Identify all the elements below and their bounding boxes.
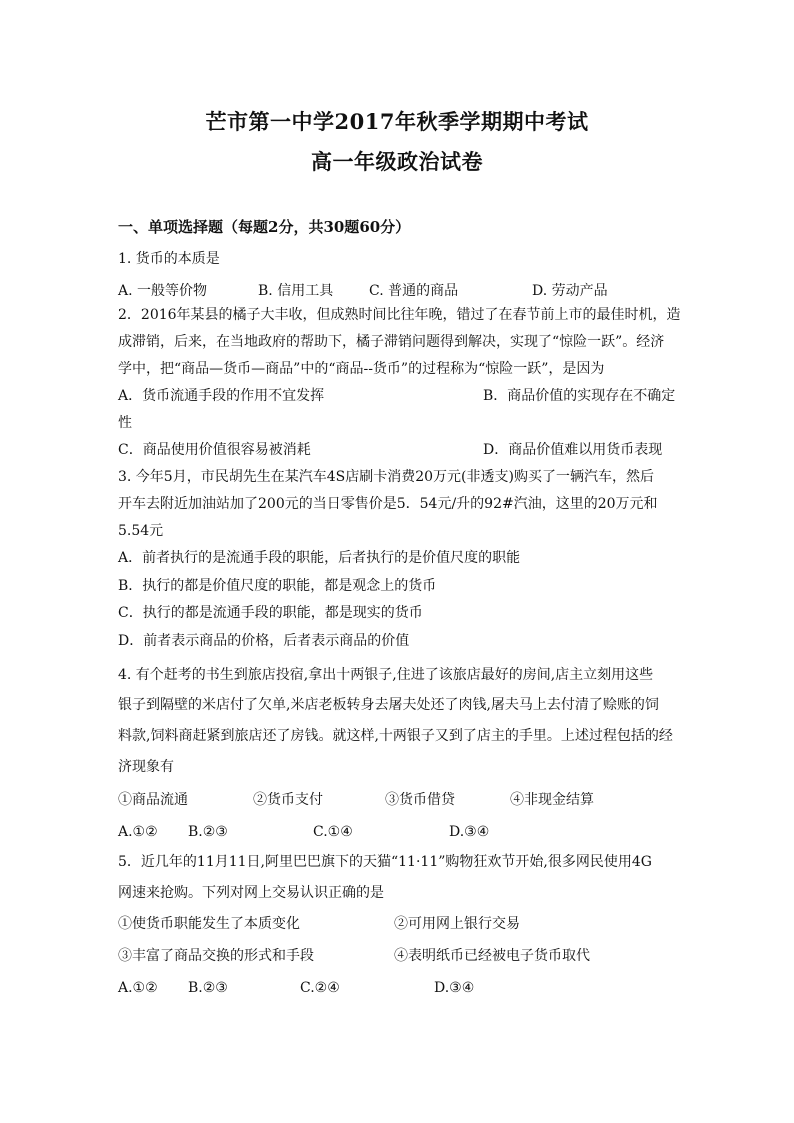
q2-option-a: A．货币流通手段的作用不宜发挥 — [118, 388, 325, 404]
q5-stem-line-2: 网速来抢购。下列对网上交易认识正确的是 — [118, 885, 384, 901]
q1-option-c: C. 普通的商品 — [369, 283, 459, 299]
q2-stem-line-2: 成滞销，后来，在当地政府的帮助下，橘子滞销问题得到解决，实现了“惊险一跃”。经济 — [118, 334, 665, 350]
q2-option-b-continued: 性 — [118, 415, 132, 431]
q2-option-c: C．商品使用价值很容易被消耗 — [118, 442, 311, 458]
q4-item-2: ②货币支付 — [253, 792, 323, 808]
q3-option-a: A．前者执行的是流通手段的职能，后者执行的是价值尺度的职能 — [118, 550, 521, 566]
q5-item-1: ①使货币职能发生了本质变化 — [118, 916, 300, 932]
q5-item-2: ②可用网上银行交易 — [394, 916, 520, 932]
q5-option-b: B.②③ — [188, 980, 228, 996]
exam-subtitle: 高一年级政治试卷 — [311, 149, 483, 174]
q4-stem-line-4: 济现象有 — [118, 759, 174, 775]
q2-stem-line-3: 学中，把“商品—货币—商品”中的“商品--货币”的过程称为“惊险一跃”，是因为 — [118, 361, 605, 377]
q5-stem-line-1: 5．近几年的11月11日,阿里巴巴旗下的天猫“11·11”购物狂欢节开始,很多网民使用4G — [118, 854, 652, 870]
q4-item-3: ③货币借贷 — [385, 792, 455, 808]
q5-option-c: C.②④ — [300, 980, 340, 996]
q4-option-b: B.②③ — [188, 824, 228, 840]
exam-title: 芒市第一中学2017年秋季学期期中考试 — [205, 109, 589, 134]
q3-stem-line-2: 开车去附近加油站加了200元的当日零售价是5．54元/升的92#汽油，这里的20万元和 — [118, 496, 658, 512]
q3-option-c: C．执行的都是流通手段的职能，都是现实的货币 — [118, 605, 423, 621]
q1-option-a: A. 一般等价物 — [118, 283, 208, 299]
q2-option-d: D．商品价值难以用货币表现 — [483, 442, 663, 458]
q3-stem-line-1: 3. 今年5月，市民胡先生在某汽车4S店刷卡消费20万元(非透支)购买了一辆汽车，然后 — [118, 469, 654, 485]
q4-stem-line-2: 银子到隔壁的米店付了欠单,米店老板转身去屠夫处还了肉钱,屠夫马上去付清了赊账的饲 — [118, 697, 659, 713]
q1-option-d: D. 劳动产品 — [532, 283, 608, 299]
q2-stem-line-1: 2．2016年某县的橘子大丰收，但成熟时间比往年晚，错过了在春节前上市的最佳时机，造 — [118, 307, 681, 323]
q5-option-a: A.①② — [118, 980, 158, 996]
q5-item-4: ④表明纸币已经被电子货币取代 — [394, 948, 590, 964]
q4-option-c: C.①④ — [313, 824, 353, 840]
q4-option-d: D.③④ — [449, 824, 490, 840]
q4-option-a: A.①② — [118, 824, 158, 840]
q4-stem-line-1: 4. 有个赶考的书生到旅店投宿,拿出十两银子,住进了该旅店最好的房间,店主立刻用这些 — [118, 667, 654, 683]
q4-item-1: ①商品流通 — [118, 792, 188, 808]
section-heading: 一、单项选择题（每题2分，共30题60分） — [118, 218, 411, 236]
q2-option-b: B．商品价值的实现存在不确定 — [483, 388, 676, 404]
q5-option-d: D.③④ — [434, 980, 475, 996]
q4-stem-line-3: 料款,饲料商赶紧到旅店还了房钱。就这样,十两银子又到了店主的手里。上述过程包括的经 — [118, 728, 673, 744]
q4-item-4: ④非现金结算 — [510, 792, 594, 808]
q3-option-d: D．前者表示商品的价格，后者表示商品的价值 — [118, 633, 410, 649]
q3-stem-line-3: 5.54元 — [118, 523, 164, 539]
q1-option-b: B. 信用工具 — [258, 283, 334, 299]
q1-stem: 1. 货币的本质是 — [118, 251, 220, 267]
q3-option-b: B．执行的都是价值尺度的职能，都是观念上的货币 — [118, 578, 437, 594]
q5-item-3: ③丰富了商品交换的形式和手段 — [118, 948, 314, 964]
